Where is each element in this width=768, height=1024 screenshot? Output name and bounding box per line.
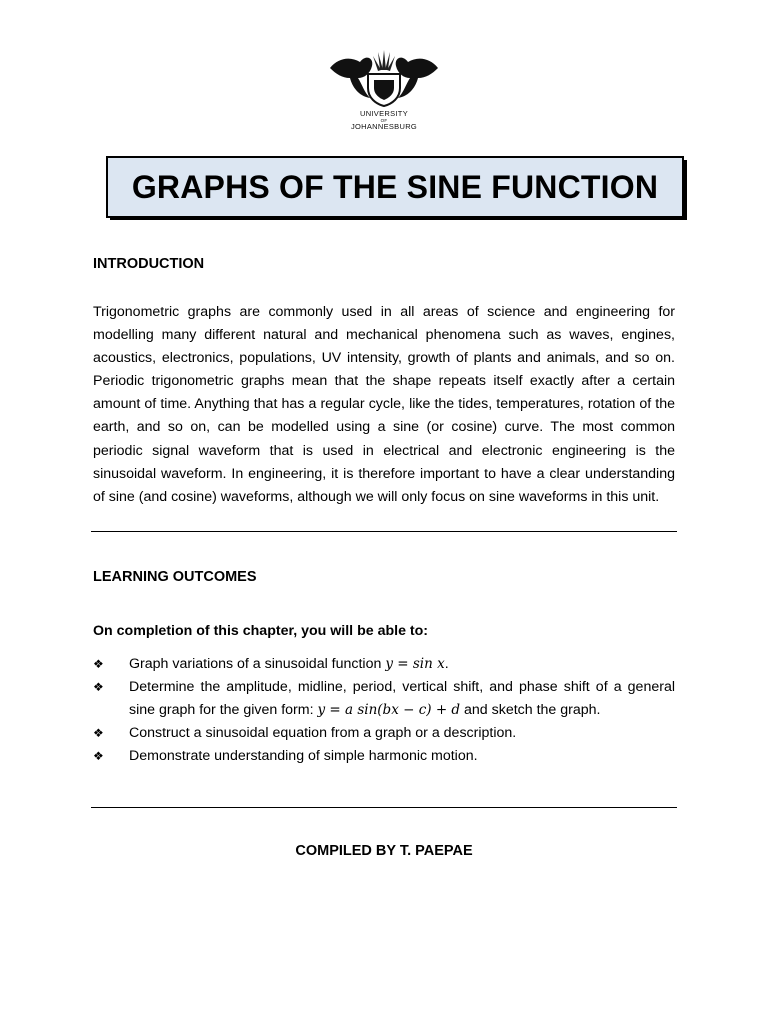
diamond-bullet-icon: ❖ <box>93 726 104 741</box>
outcome-text: Graph variations of a sinusoidal function <box>129 656 386 672</box>
university-logo <box>326 44 442 140</box>
outcome-after: and sketch the graph. <box>460 702 601 719</box>
logo-text-of: OF <box>380 118 388 123</box>
divider-1 <box>91 531 677 532</box>
diamond-bullet-icon: ❖ <box>93 657 104 671</box>
logo-text-university: UNIVERSITY <box>359 109 408 118</box>
list-item <box>93 745 675 768</box>
diamond-bullet-icon: ❖ <box>93 680 104 695</box>
outcome-text: Determine the amplitude, midline, period, vertical shift, and phase shift of a general sine graph for the given form: <box>129 679 675 719</box>
introduction-heading: INTRODUCTION <box>93 256 205 272</box>
outcome-after: . <box>444 656 449 672</box>
logo-text-johannesburg: JOHANNESBURG <box>350 122 418 131</box>
title-box <box>106 156 684 218</box>
outcome-text: Demonstrate understanding of simple harmonic motion. <box>129 748 478 765</box>
university-crest-icon <box>328 44 440 110</box>
outcome-math: y = a sin(bx − c) + d <box>317 702 461 719</box>
introduction-body: Trigonometric graphs are commonly used in all areas of science and engineering for modelling many different natural and mechanical phenomena such as waves, engines, acoustics, electronics, populations, UV intensity, growth of plants and animals, and so on. Periodic trigonometric graphs mean that the shape repeats itself exactly after a certain amount of time. Anything that has a regular cycle, like the tides, temperatures, rotation of the earth, and so on, can be modelled using a sine (or cosine) curve. The most common periodic signal waveform that is used in electrical and electronic engineering is the sinusoidal waveform. In engineering, it is therefore important to have a clear understanding of sine (and cosine) waveforms, although we will only focus on sine waveforms in this unit. <box>93 304 675 505</box>
outcome-text: Construct a sinusoidal equation from a graph or a description. <box>129 725 517 742</box>
outcome-math: y = sin x <box>385 656 445 672</box>
learning-outcomes-lead: On completion of this chapter, you will be able to: <box>93 623 429 639</box>
divider-2 <box>91 807 677 808</box>
list-item <box>93 676 675 722</box>
learning-outcomes-list <box>93 653 675 768</box>
compiled-by: COMPILED BY T. PAEPAE <box>295 843 473 859</box>
list-item <box>93 653 675 676</box>
page-title: GRAPHS OF THE SINE FUNCTION <box>131 168 659 205</box>
learning-outcomes-heading: LEARNING OUTCOMES <box>93 569 257 585</box>
list-item <box>93 722 675 745</box>
diamond-bullet-icon: ❖ <box>93 749 104 764</box>
